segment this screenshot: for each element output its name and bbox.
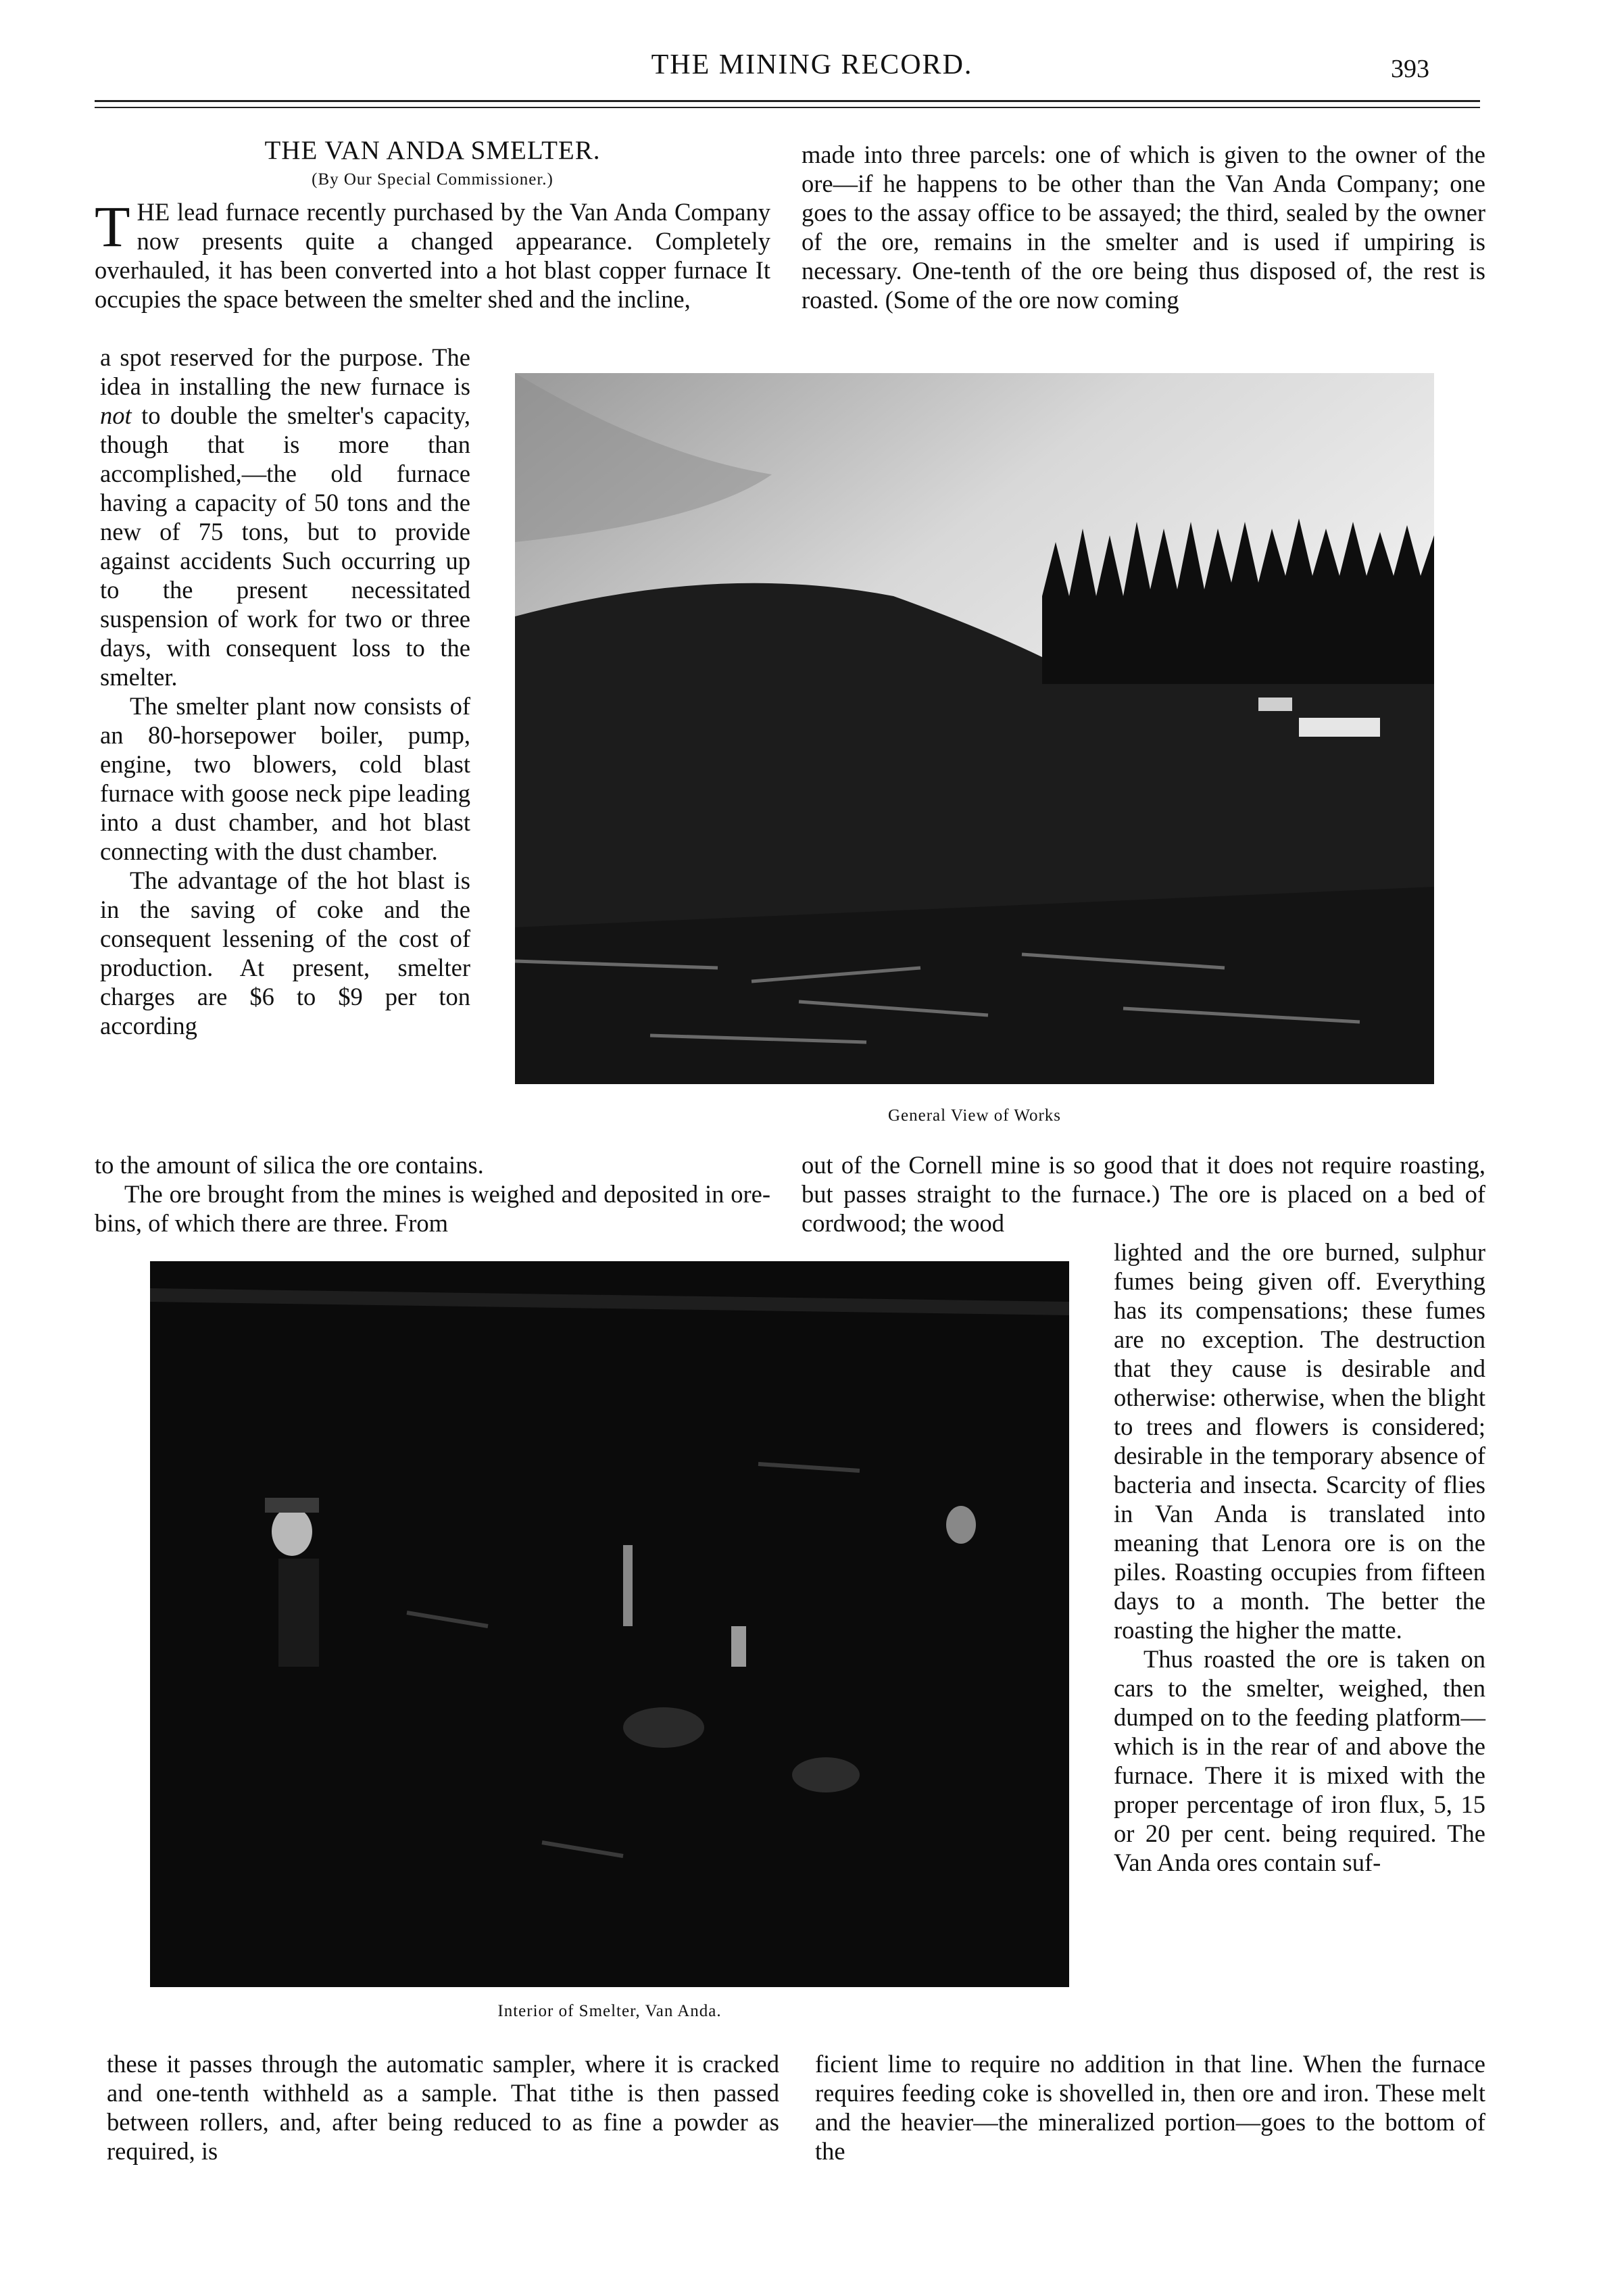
bottom-left-text bbox=[107, 2049, 779, 2166]
page-number: 393 bbox=[1391, 55, 1429, 83]
sampler-paragraph: these it passes through the automatic sampler, where it is cracked and one-tenth withheld as a sample. That tithe is then passed between rollers, and, after being reduced to as fine a powder as required, is bbox=[107, 2050, 779, 2165]
ore-bins-paragraph: The ore brought from the mines is weighed and deposited in ore-bins, of which there are three. From bbox=[95, 1180, 770, 1237]
left-wide-text bbox=[95, 1150, 770, 1238]
drop-cap: T bbox=[95, 194, 130, 259]
silica-line: to the amount of silica the ore contains. bbox=[95, 1151, 484, 1179]
right-narrow-text bbox=[1114, 1238, 1485, 1877]
roasting-paragraph: lighted and the ore burned, sulphur fumes being given off. Everything has its compensations; these fumes are no exception. The destruction that they cause is desirable and otherwise: otherwise, when the blight to trees and flowers is considered; desirable in the temporary absence of bacteria and insecta. Scarcity of flies in Van Anda is translated into meaning that Lenora ore is on the piles. Roasting occupies from fifteen days to a month. The better the roasting the higher the matte. bbox=[1114, 1238, 1485, 1644]
bottom-right-text bbox=[815, 2049, 1485, 2166]
bottom-photo-caption: Interior of Smelter, Van Anda. bbox=[497, 2002, 722, 2020]
byline: (By Our Special Commissioner.) bbox=[312, 170, 553, 189]
left-narrow-text bbox=[100, 343, 470, 1040]
feeding-paragraph: Thus roasted the ore is taken on cars to the smelter, weighed, then dumped on to the feeding platform—which is in the rear of and above the furnace. There it is mixed with the proper percentage of iron flux, 5, 15 or 20 per cent. being required. The Van Anda ores contain suf- bbox=[1114, 1645, 1485, 1876]
header-rule-top bbox=[95, 100, 1480, 102]
top-photo-caption: General View of Works bbox=[887, 1106, 1062, 1125]
parcels-paragraph: made into three parcels: one of which is given to the owner of the ore—if he happens to be other than the Van Anda Company; one goes to the assay office to be assayed; the third, sealed by the owner of the ore, remains in the smelter and is used if umpiring is necessary. One-tenth of the ore being thus disposed of, the rest is roasted. (Some of the ore now coming bbox=[802, 141, 1485, 314]
right-top-text bbox=[802, 140, 1485, 314]
narrow-text-1a: a spot reserved for the purpose. The idea in installing the new furnace is bbox=[100, 343, 470, 400]
hot-blast-paragraph: The advantage of the hot blast is in the saving of coke and the consequent lessening of the cost of production. At present, smelter charges are $6 to $9 per ton according bbox=[100, 866, 470, 1040]
article-title: THE VAN ANDA SMELTER. bbox=[264, 136, 601, 165]
cornell-paragraph: out of the Cornell mine is so good that it does not require roasting, but passes straight to the furnace.) The ore is placed on a bed of cordwood; the wood bbox=[802, 1151, 1485, 1237]
general-view-photo bbox=[515, 373, 1434, 1084]
emphasis-not: not bbox=[100, 401, 132, 429]
narrow-text-1b: to double the smelter's capacity, though that is more than accomplished,—the old furnace having a capacity of 50 tons and the new of 75 tons, but to provide against accidents Such occurring up to the present necessitated suspension of work for two or three days, with consequent loss to the smelter. bbox=[100, 401, 471, 691]
landscape-image bbox=[515, 373, 1434, 1084]
right-mid-text bbox=[802, 1150, 1485, 1238]
intro-paragraph bbox=[95, 194, 770, 314]
header-rule-bottom bbox=[95, 107, 1480, 108]
intro-text: HE lead furnace recently purchased by the Van Anda Company now presents quite a changed appearance. Completely overhauled, it has been converted into a hot blast copper furnace It occupies the space between the smelter shed and the incline, bbox=[95, 198, 770, 313]
journal-title: THE MINING RECORD. bbox=[651, 49, 973, 80]
furnace-paragraph: ficient lime to require no addition in that line. When the furnace requires feeding coke is shovelled in, then ore and iron. These melt and the heavier—the mineralized portion—goes to the bottom of the bbox=[815, 2050, 1485, 2165]
interior-smelter-photo bbox=[150, 1261, 1069, 1987]
plant-paragraph: The smelter plant now consists of an 80-horsepower boiler, pump, engine, two blowers, cold blast furnace with goose neck pipe leading into a dust chamber, and hot blast connecting with the dust chamber. bbox=[100, 692, 470, 865]
interior-image bbox=[150, 1261, 1069, 1987]
